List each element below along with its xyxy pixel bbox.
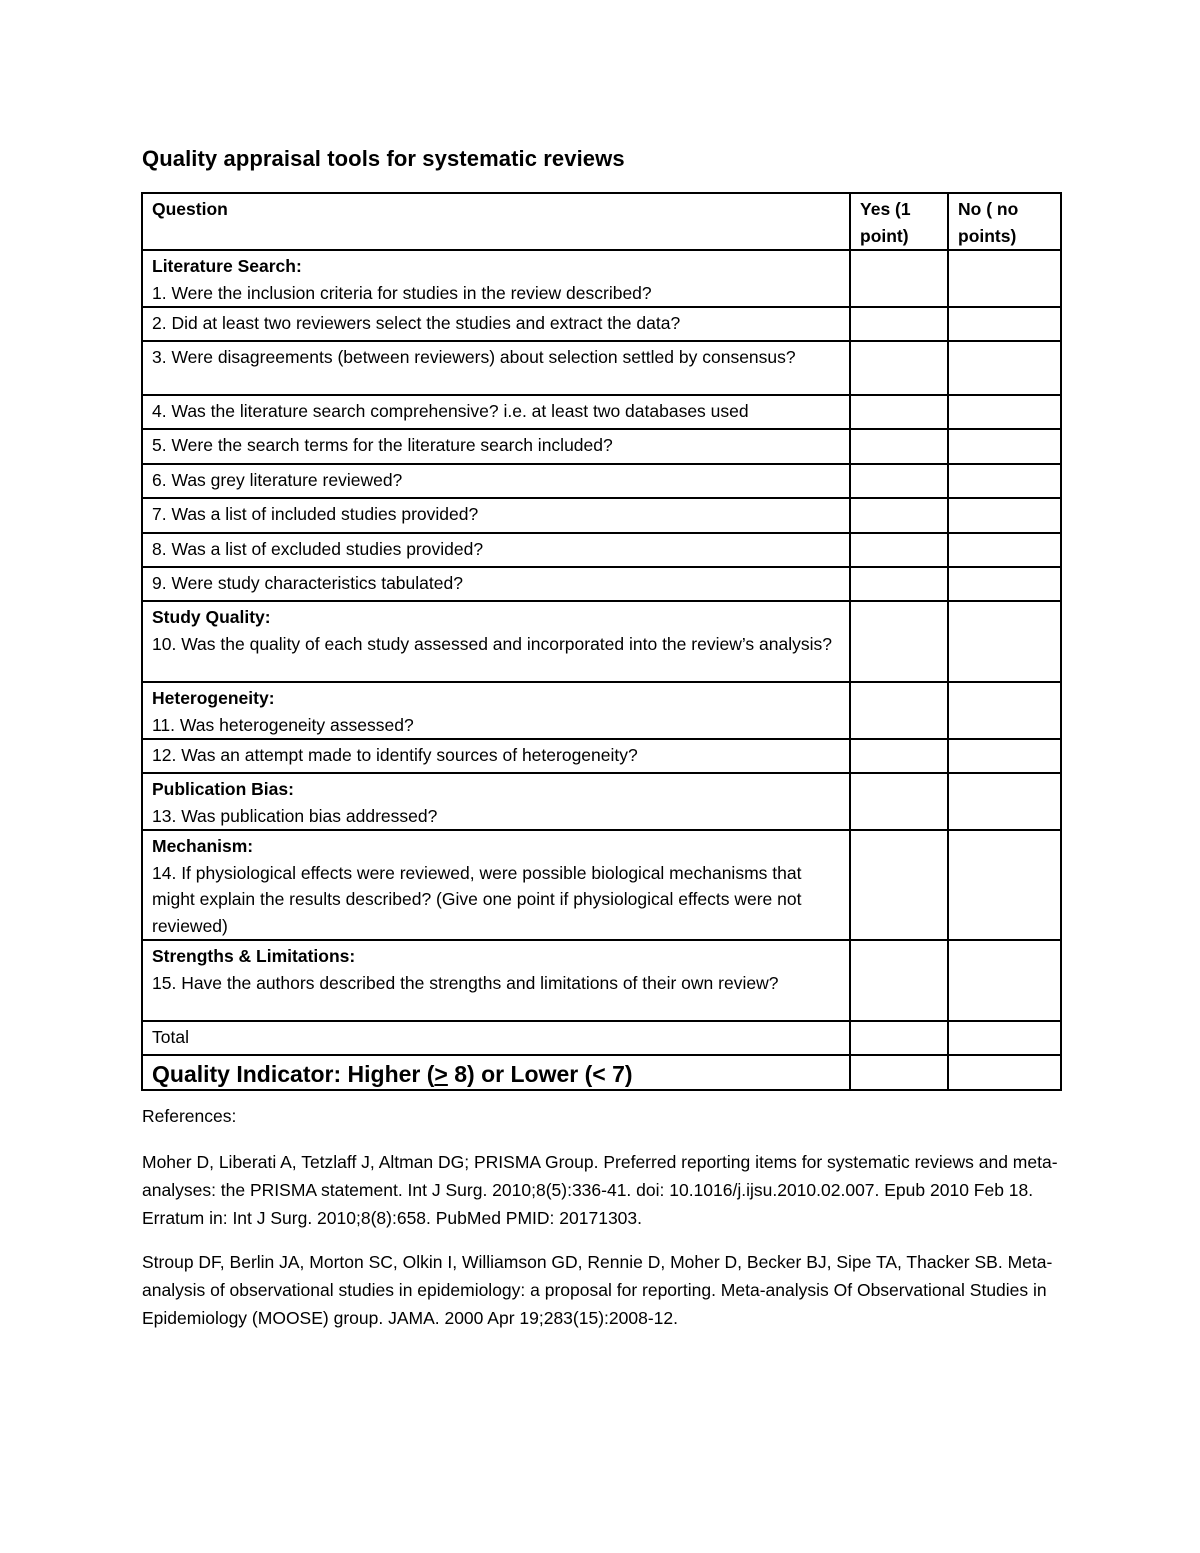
quality-indicator-cell bbox=[142, 1055, 850, 1090]
page-title: Quality appraisal tools for systematic reviews bbox=[142, 146, 625, 171]
no-cell[interactable] bbox=[948, 601, 1061, 682]
section-label: Heterogeneity: bbox=[152, 688, 275, 708]
yes-cell[interactable] bbox=[850, 601, 948, 682]
question-cell bbox=[142, 567, 850, 601]
no-cell[interactable] bbox=[948, 533, 1061, 567]
section-label: Strengths & Limitations: bbox=[152, 946, 356, 966]
indicator-yes-cell[interactable] bbox=[850, 1055, 948, 1090]
question-cell bbox=[142, 429, 850, 464]
question-text: 6. Was grey literature reviewed? bbox=[152, 470, 403, 490]
yes-cell[interactable] bbox=[850, 682, 948, 739]
yes-cell[interactable] bbox=[850, 341, 948, 395]
question-row bbox=[142, 567, 1061, 601]
no-header: No ( no points) bbox=[948, 193, 1061, 250]
quality-indicator-prefix: Quality Indicator: Higher ( bbox=[152, 1061, 435, 1087]
total-row bbox=[142, 1021, 1061, 1055]
no-cell[interactable] bbox=[948, 250, 1061, 307]
no-cell[interactable] bbox=[948, 307, 1061, 341]
yes-cell[interactable] bbox=[850, 250, 948, 307]
yes-cell[interactable] bbox=[850, 533, 948, 567]
question-text: 10. Was the quality of each study assessed and incorporated into the review’s analysis? bbox=[152, 633, 832, 654]
question-text: 4. Was the literature search comprehensive? i.e. at least two databases used bbox=[152, 401, 749, 421]
yes-cell[interactable] bbox=[850, 940, 948, 1021]
no-cell[interactable] bbox=[948, 341, 1061, 395]
question-row bbox=[142, 464, 1061, 498]
question-row bbox=[142, 739, 1061, 773]
yes-cell[interactable] bbox=[850, 307, 948, 341]
yes-header: Yes (1 point) bbox=[850, 193, 948, 250]
section-label: Study Quality: bbox=[152, 607, 271, 627]
header-row bbox=[142, 193, 1061, 250]
no-cell[interactable] bbox=[948, 682, 1061, 739]
no-cell[interactable] bbox=[948, 830, 1061, 940]
question-text: 2. Did at least two reviewers select the studies and extract the data? bbox=[152, 313, 681, 333]
question-text: 1. Were the inclusion criteria for studies in the review described? bbox=[152, 282, 652, 303]
question-text: 11. Was heterogeneity assessed? bbox=[152, 714, 414, 735]
no-cell[interactable] bbox=[948, 395, 1061, 429]
total-yes-cell[interactable] bbox=[850, 1021, 948, 1055]
references-heading: References: bbox=[142, 1106, 237, 1126]
question-cell bbox=[142, 739, 850, 773]
question-row bbox=[142, 498, 1061, 533]
question-row bbox=[142, 533, 1061, 567]
question-row bbox=[142, 429, 1061, 464]
question-cell bbox=[142, 250, 850, 307]
quality-indicator-rest: 8) or Lower (< 7) bbox=[447, 1061, 633, 1087]
yes-cell[interactable] bbox=[850, 567, 948, 601]
no-cell[interactable] bbox=[948, 940, 1061, 1021]
question-text: 9. Were study characteristics tabulated? bbox=[152, 573, 463, 593]
question-cell bbox=[142, 830, 850, 940]
question-text: 13. Was publication bias addressed? bbox=[152, 805, 438, 826]
question-cell bbox=[142, 601, 850, 682]
question-row bbox=[142, 682, 1061, 739]
question-cell bbox=[142, 341, 850, 395]
quality-indicator-row bbox=[142, 1055, 1061, 1090]
no-cell[interactable] bbox=[948, 464, 1061, 498]
question-text: 14. If physiological effects were reviewed, were possible biological mechanisms that might explain the results described? (Give one point if physiological effects were not reviewed) bbox=[152, 862, 802, 936]
no-cell[interactable] bbox=[948, 739, 1061, 773]
yes-cell[interactable] bbox=[850, 395, 948, 429]
question-row bbox=[142, 307, 1061, 341]
yes-cell[interactable] bbox=[850, 773, 948, 830]
yes-cell[interactable] bbox=[850, 498, 948, 533]
question-text: 8. Was a list of excluded studies provided? bbox=[152, 539, 484, 559]
reference-item: Moher D, Liberati A, Tetzlaff J, Altman DG; PRISMA Group. Preferred reporting items for systematic reviews and meta-analyses: the PRISMA statement. Int J Surg. 2010;8(5):336-41. doi: 10.1016/j.ijsu.2010.02.007. Epub 2010 Feb 18. Erratum in: Int J Surg. 2010;8(8):658. PubMed PMID: 20171303. bbox=[142, 1152, 1058, 1228]
no-cell[interactable] bbox=[948, 429, 1061, 464]
references-section bbox=[142, 1102, 1060, 1348]
no-cell[interactable] bbox=[948, 567, 1061, 601]
question-cell bbox=[142, 773, 850, 830]
greater-or-equal-symbol: > bbox=[434, 1061, 448, 1087]
question-row bbox=[142, 250, 1061, 307]
yes-cell[interactable] bbox=[850, 429, 948, 464]
question-text: 5. Were the search terms for the literature search included? bbox=[152, 435, 613, 455]
question-text: 12. Was an attempt made to identify sources of heterogeneity? bbox=[152, 745, 638, 765]
no-cell[interactable] bbox=[948, 773, 1061, 830]
question-cell bbox=[142, 682, 850, 739]
question-header: Question bbox=[142, 193, 850, 250]
quality-indicator bbox=[152, 1058, 840, 1089]
question-row bbox=[142, 830, 1061, 940]
no-cell[interactable] bbox=[948, 498, 1061, 533]
reference-item: Stroup DF, Berlin JA, Morton SC, Olkin I, Williamson GD, Rennie D, Moher D, Becker BJ, Sipe TA, Thacker SB. Meta-analysis of observational studies in epidemiology: a proposal for reporting. Meta-analysis Of Observational Studies in Epidemiology (MOOSE) group. JAMA. 2000 Apr 19;283(15):2008-12. bbox=[142, 1252, 1053, 1328]
yes-cell[interactable] bbox=[850, 739, 948, 773]
question-cell bbox=[142, 533, 850, 567]
section-label: Mechanism: bbox=[152, 836, 254, 856]
question-row bbox=[142, 341, 1061, 395]
question-text: 7. Was a list of included studies provided? bbox=[152, 504, 479, 524]
question-cell bbox=[142, 940, 850, 1021]
question-cell bbox=[142, 464, 850, 498]
question-row bbox=[142, 601, 1061, 682]
question-row bbox=[142, 940, 1061, 1021]
question-cell bbox=[142, 307, 850, 341]
question-text: 15. Have the authors described the strengths and limitations of their own review? bbox=[152, 972, 779, 993]
indicator-no-cell[interactable] bbox=[948, 1055, 1061, 1090]
question-cell bbox=[142, 395, 850, 429]
yes-cell[interactable] bbox=[850, 830, 948, 940]
yes-cell[interactable] bbox=[850, 464, 948, 498]
question-cell bbox=[142, 498, 850, 533]
question-row bbox=[142, 395, 1061, 429]
question-text: 3. Were disagreements (between reviewers) about selection settled by consensus? bbox=[152, 347, 796, 367]
appraisal-table bbox=[141, 192, 1062, 1091]
section-label: Literature Search: bbox=[152, 256, 302, 276]
question-row bbox=[142, 773, 1061, 830]
section-label: Publication Bias: bbox=[152, 779, 294, 799]
total-no-cell[interactable] bbox=[948, 1021, 1061, 1055]
total-label: Total bbox=[142, 1021, 850, 1055]
